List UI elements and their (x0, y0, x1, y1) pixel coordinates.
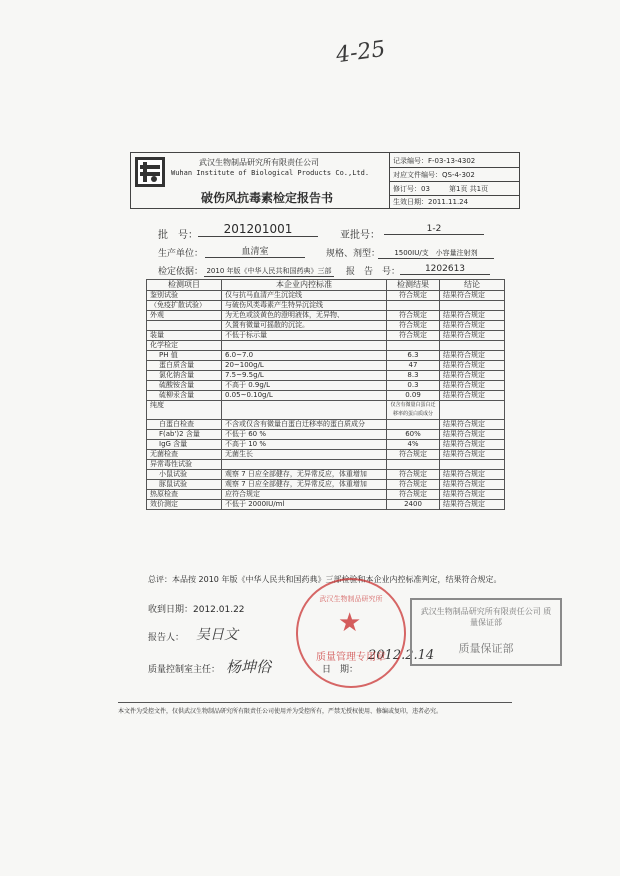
stamp-text: 质量管理专用章 (316, 652, 386, 663)
cell-conclusion: 结果符合规定 (440, 420, 505, 430)
table-row (147, 490, 505, 500)
company-name-en: Wuhan Institute of Biological Products Co.,Ltd. (171, 169, 370, 177)
cell-conclusion: 结果符合规定 (440, 331, 505, 341)
cell-item: 小鼠试验 (147, 470, 222, 480)
cell-conclusion: 结果符合规定 (440, 440, 505, 450)
cell-conclusion (440, 301, 505, 311)
cell-conclusion: 结果符合规定 (440, 311, 505, 321)
received-date: 收到日期：2012.01.22 (148, 605, 245, 615)
cell-standard: 6.0~7.0 (222, 351, 387, 361)
cell-result: 符合规定 (387, 480, 440, 490)
cell-standard: 不高于 10 % (222, 440, 387, 450)
cell-standard: 与破伤风类毒素产生特异沉淀线 (222, 301, 387, 311)
revision-number: 修订号：03 (393, 185, 430, 193)
cell-standard: 观察 7 日应全部健存，无异常反应，体重增加 (222, 470, 387, 480)
report-label: 报 告 号： (346, 267, 401, 277)
cell-item: 蛋白质含量 (147, 361, 222, 371)
table-row (147, 420, 505, 430)
column-header: 检测项目 (147, 280, 222, 291)
record-number: 记录编号：F-03-13-4302 (393, 157, 476, 165)
cell-standard: 0.05~0.10g/L (222, 391, 387, 401)
table-row (147, 341, 505, 351)
sop-number: 对应文件编号：QS-4-302 (393, 171, 475, 179)
cell-item: 装量 (147, 331, 222, 341)
table-row (147, 371, 505, 381)
cell-conclusion: 结果符合规定 (440, 470, 505, 480)
cell-item: F(ab')2 含量 (147, 430, 222, 440)
cell-item: 化学检定 (147, 341, 222, 351)
spec-value: 1500IU/支 小容量注射剂 (378, 248, 494, 259)
sub-batch-label: 亚批号： (340, 230, 380, 241)
table-row (147, 381, 505, 391)
table-row (147, 450, 505, 460)
official-red-stamp (296, 578, 406, 688)
cell-standard: 无菌生长 (222, 450, 387, 460)
cell-result: 0.09 (387, 391, 440, 401)
table-row (147, 440, 505, 450)
cell-item: IgG 含量 (147, 440, 222, 450)
cell-result (387, 420, 440, 430)
cell-result: 2400 (387, 500, 440, 510)
cell-item (147, 321, 222, 331)
page-number: 第1页 共1页 (449, 185, 489, 193)
table-row (147, 500, 505, 510)
cell-standard: 不低于标示量 (222, 331, 387, 341)
cell-result: 符合规定 (387, 331, 440, 341)
cell-item: 效价测定 (147, 500, 222, 510)
table-row (147, 301, 505, 311)
cell-standard: 仅与抗马血清产生沉淀线 (222, 291, 387, 301)
cell-conclusion: 结果符合规定 (440, 351, 505, 361)
cell-standard: 不低于 60 % (222, 430, 387, 440)
cell-conclusion: 结果符合规定 (440, 430, 505, 440)
cell-standard: 为无色或淡黄色的澄明液体，无异物、 (222, 311, 387, 321)
cell-conclusion: 结果符合规定 (440, 450, 505, 460)
cell-result: 4% (387, 440, 440, 450)
workshop-label: 生产单位： (158, 249, 204, 259)
cell-result: 47 (387, 361, 440, 371)
cell-standard: 久置有微量可摇散的沉淀。 (222, 321, 387, 331)
column-header: 本企业内控标准 (222, 280, 387, 291)
star-icon: ★ (338, 608, 362, 638)
cell-item: PH 值 (147, 351, 222, 361)
cell-standard: 不高于 0.9g/L (222, 381, 387, 391)
cell-item: 鉴别试验 (147, 291, 222, 301)
qa-stamp-text: 武汉生物制品研究所有限责任公司 质量保证部 (420, 607, 552, 627)
reporter-signature: 吴日文 (196, 627, 238, 643)
document-header (130, 152, 520, 209)
batch-value: 201201001 (198, 222, 318, 237)
table-row (147, 480, 505, 490)
cell-result: 符合规定 (387, 311, 440, 321)
sub-batch-value: 1-2 (384, 224, 484, 235)
cell-conclusion: 结果符合规定 (440, 480, 505, 490)
cell-conclusion: 结果符合规定 (440, 490, 505, 500)
cell-result: 符合规定 (387, 490, 440, 500)
cell-conclusion (440, 341, 505, 351)
cell-result: 8.3 (387, 371, 440, 381)
cell-standard: 20~100g/L (222, 361, 387, 371)
basis-label: 检定依据： (158, 267, 204, 277)
date-value: 2012.2.14 (368, 648, 435, 663)
handwritten-note: 4-25 (334, 36, 387, 69)
report-title: 破伤风抗毒素检定报告书 (201, 191, 334, 205)
cell-standard: 应符合规定 (222, 490, 387, 500)
cell-result: 60% (387, 430, 440, 440)
cell-item: 白蛋白检查 (147, 420, 222, 430)
cell-result: 仅含有微量白蛋白迁移率的蛋白质成分 (387, 401, 440, 420)
cell-result (387, 460, 440, 470)
cell-conclusion: 结果符合规定 (440, 321, 505, 331)
cell-result: 符合规定 (387, 470, 440, 480)
table-row (147, 430, 505, 440)
reporter-label: 报告人： (148, 633, 185, 643)
workshop-value: 血清室 (205, 244, 305, 258)
footer-notice: 本文件为受控文件，仅供武汉生物制品研究所有限责任公司使用并为受控所有，严禁无授权使用、修编或复印，违者必究。 (118, 708, 443, 715)
cell-standard (222, 401, 387, 420)
cell-conclusion: 结果符合规定 (440, 500, 505, 510)
cell-item: （免疫扩散试验） (147, 301, 222, 311)
cell-standard (222, 341, 387, 351)
cell-standard: 不含或仅含有微量白蛋白迁移率的蛋白质成分 (222, 420, 387, 430)
company-logo (135, 157, 165, 187)
cell-item: 氯化钠含量 (147, 371, 222, 381)
column-header: 检测结果 (387, 280, 440, 291)
cell-result: 符合规定 (387, 291, 440, 301)
basis-value: 2010 年版《中华人民共和国药典》三部 (204, 266, 334, 277)
cell-item: 异常毒性试验 (147, 460, 222, 470)
company-name-cn: 武汉生物制品研究所有限责任公司 (199, 158, 319, 167)
table-row (147, 470, 505, 480)
cell-standard: 观察 7 日应全部健存，无异常反应，体重增加 (222, 480, 387, 490)
cell-standard: 不低于 2000IU/ml (222, 500, 387, 510)
cell-item: 无菌检查 (147, 450, 222, 460)
batch-label: 批 号： (158, 230, 198, 241)
cell-conclusion (440, 401, 505, 420)
table-row (147, 291, 505, 301)
qc-director-signature: 杨坤俗 (226, 658, 272, 676)
cell-result (387, 301, 440, 311)
cell-result: 6.3 (387, 351, 440, 361)
table-row (147, 361, 505, 371)
qa-stamp-subtext: 质量保证部 (458, 642, 514, 655)
qa-dept-stamp (410, 598, 562, 666)
table-row (147, 401, 505, 420)
cell-item: 热原检查 (147, 490, 222, 500)
results-table (146, 279, 505, 510)
cell-item: 纯度 (147, 401, 222, 420)
date-label: 日 期： (322, 665, 359, 675)
table-row (147, 311, 505, 321)
cell-standard: 7.5~9.5g/L (222, 371, 387, 381)
cell-conclusion: 结果符合规定 (440, 291, 505, 301)
cell-conclusion: 结果符合规定 (440, 391, 505, 401)
table-row (147, 460, 505, 470)
column-header: 结论 (440, 280, 505, 291)
stamp-inner-text: 武汉生物制品研究所 (319, 595, 383, 603)
cell-result (387, 341, 440, 351)
table-row (147, 321, 505, 331)
table-row (147, 331, 505, 341)
cell-standard (222, 460, 387, 470)
cell-item: 硫酸铵含量 (147, 381, 222, 391)
cell-result: 0.3 (387, 381, 440, 391)
cell-conclusion: 结果符合规定 (440, 381, 505, 391)
cell-item: 外观 (147, 311, 222, 321)
table-row (147, 351, 505, 361)
cell-item: 硫柳汞含量 (147, 391, 222, 401)
cell-conclusion (440, 460, 505, 470)
spec-label: 规格、剂型： (326, 249, 381, 259)
qc-director-label: 质量控制室主任： (148, 665, 221, 675)
effective-date: 生效日期：2011.11.24 (393, 198, 469, 206)
report-value: 1202613 (400, 264, 490, 275)
conclusion-text: 总评：本品按 2010 年版《中华人民共和国药典》三部检验和本企业内控标准判定，结果符合规定。 (148, 575, 502, 584)
cell-conclusion: 结果符合规定 (440, 361, 505, 371)
cell-conclusion: 结果符合规定 (440, 371, 505, 381)
table-row (147, 391, 505, 401)
cell-result: 符合规定 (387, 321, 440, 331)
cell-item: 豚鼠试验 (147, 480, 222, 490)
cell-result: 符合规定 (387, 450, 440, 460)
